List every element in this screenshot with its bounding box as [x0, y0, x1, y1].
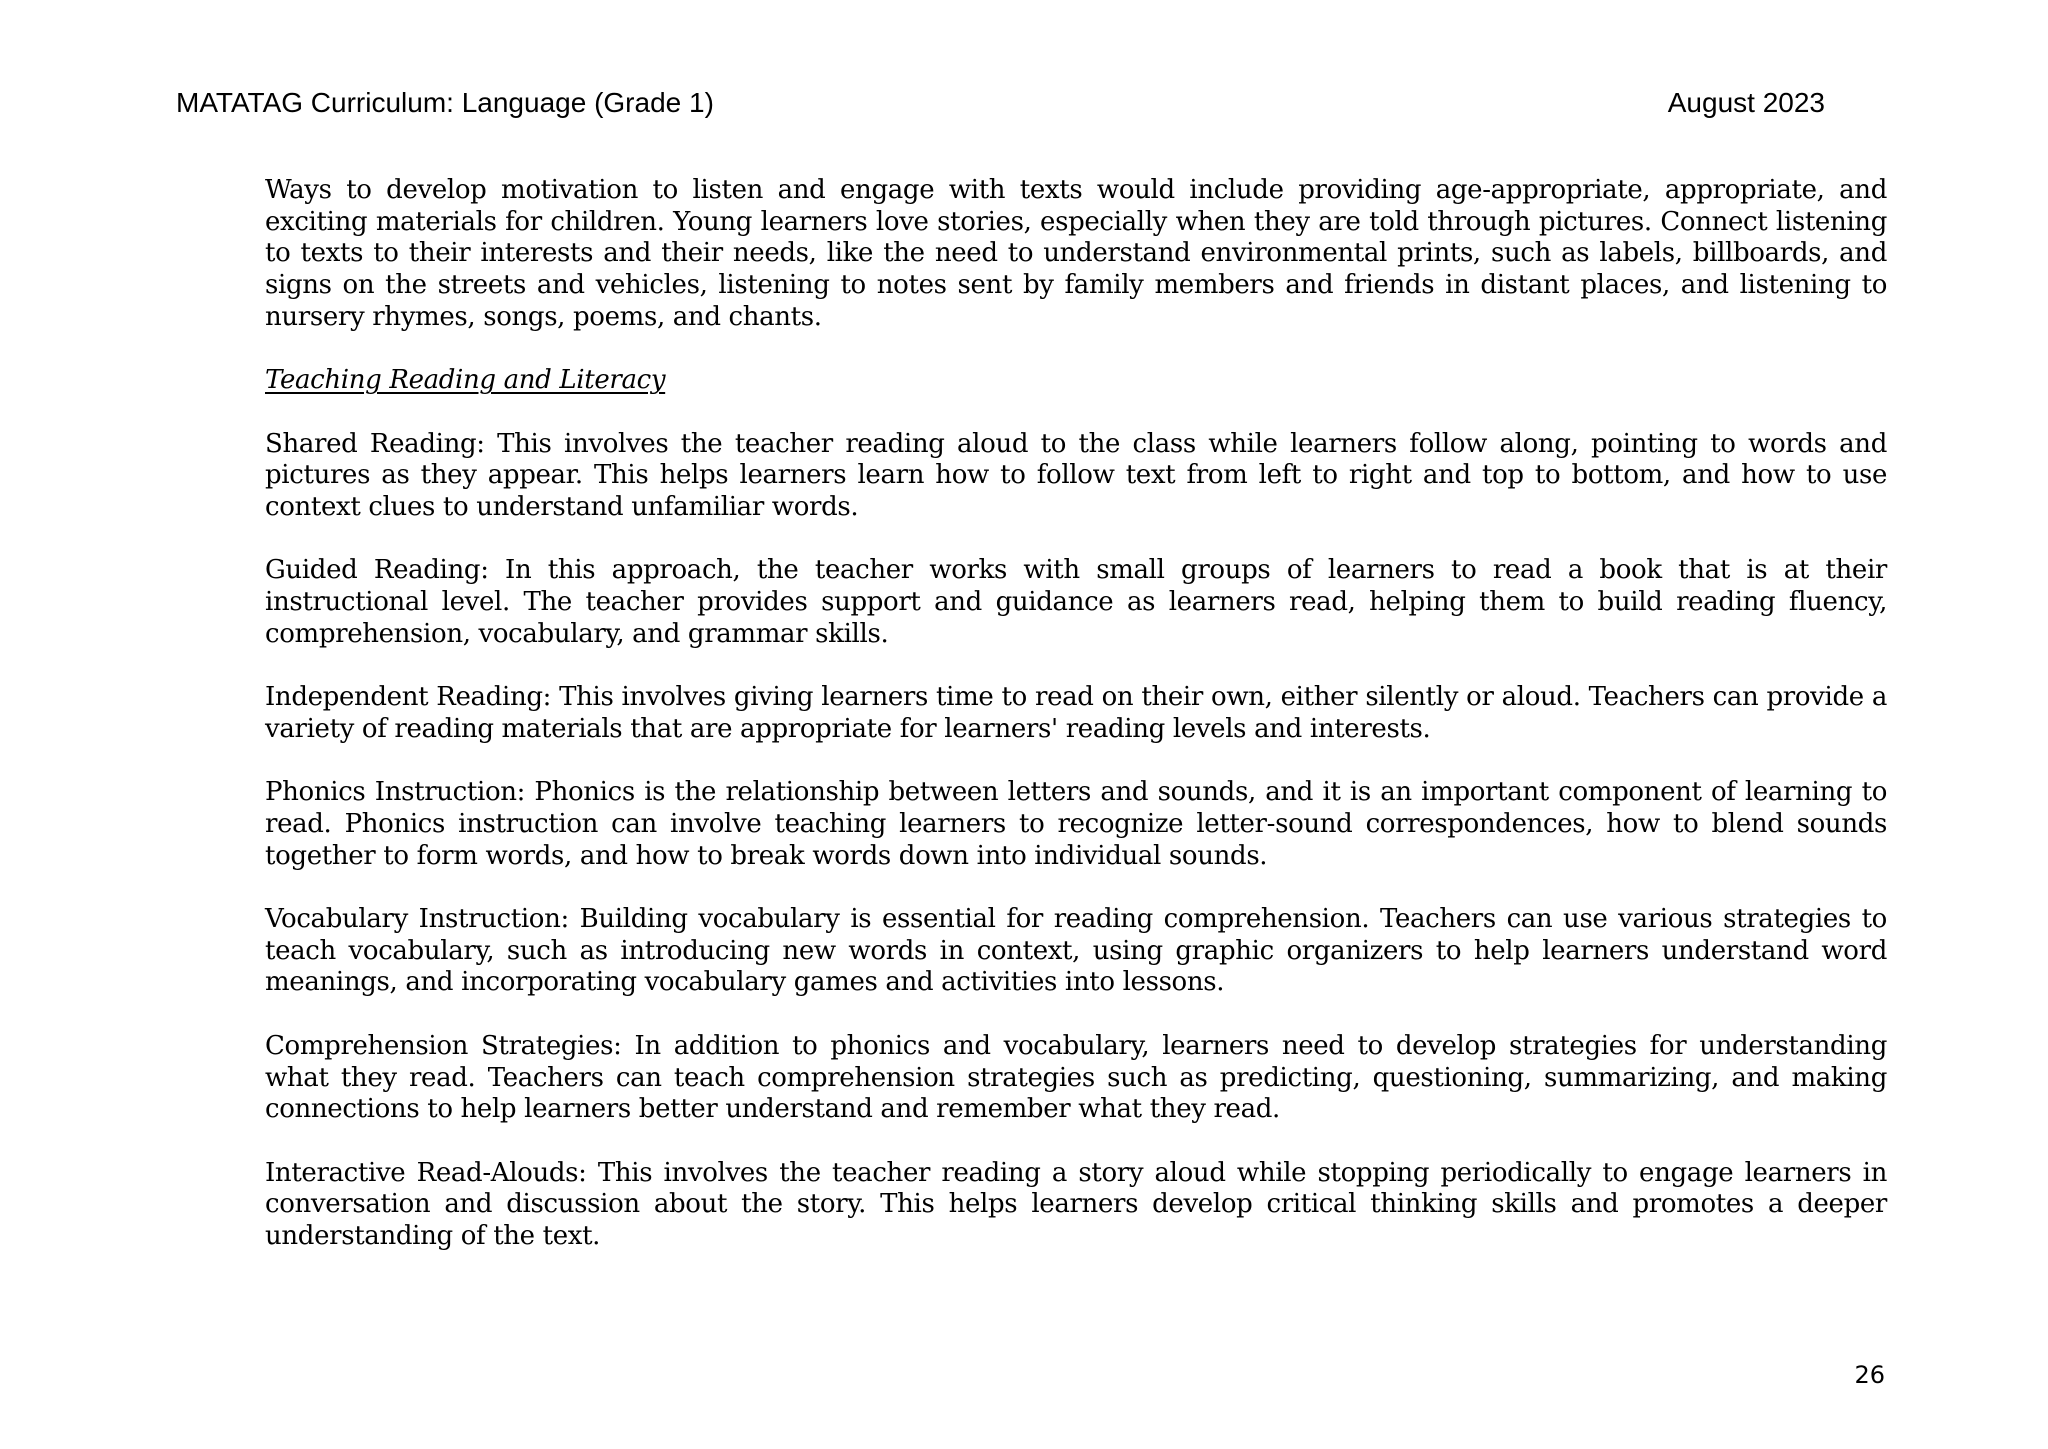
intro-paragraph: Ways to develop motivation to listen and engage with texts would include providing age-appropriate, appropriate, and exciting materials for children. Young learners love stories, especially when they are told through pictures. Connect listening to texts to their interests and their needs, like the need to understand environmental prints, such as labels, billboards, and signs on the streets and vehicles, listening to notes sent by family members and friends in distant places, and listening to nursery rhymes, songs, poems, and chants. — [265, 175, 1887, 332]
section-heading: Teaching Reading and Literacy — [265, 365, 666, 396]
paragraph-guided-reading: Guided Reading: In this approach, the teacher works with small groups of learners to read a book that is at their instructional level. The teacher provides support and guidance as learners read, helping them to build reading fluency, comprehension, vocabulary, and grammar skills. — [265, 555, 1887, 649]
paragraph-shared-reading: Shared Reading: This involves the teacher reading aloud to the class while learners follow along, pointing to words and pictures as they appear. This helps learners learn how to follow text from left to right and top to bottom, and how to use context clues to understand unfamiliar words. — [265, 428, 1887, 522]
document-title: MATATAG Curriculum: Language (Grade 1) — [176, 87, 714, 118]
paragraph-interactive-read-alouds: Interactive Read-Alouds: This involves the teacher reading a story aloud while stopping periodically to engage learners in conversation and discussion about the story. This helps learners develop critical thinking skills and promotes a deeper understanding of the text. — [265, 1157, 1887, 1252]
paragraph-independent-reading: Independent Reading: This involves giving learners time to read on their own, either silently or aloud. Teachers can provide a variety of reading materials that are appropriate for learners' reading levels and interests. — [265, 682, 1887, 744]
page-body — [265, 175, 1887, 1284]
paragraph-phonics-instruction: Phonics Instruction: Phonics is the relationship between letters and sounds, and it is an important component of learning to read. Phonics instruction can involve teaching learners to recognize letter-sound correspondences, how to blend sounds together to form words, and how to break words down into individual sounds. — [265, 777, 1887, 871]
paragraph-vocabulary-instruction: Vocabulary Instruction: Building vocabulary is essential for reading comprehension. Teachers can use various strategies to teach vocabulary, such as introducing new words in context, using graphic organizers to help learners understand word meanings, and incorporating vocabulary games and activities into lessons. — [265, 904, 1887, 998]
page-number: 26 — [1854, 1361, 1885, 1389]
document-date: August 2023 — [1667, 87, 1825, 118]
paragraph-comprehension-strategies: Comprehension Strategies: In addition to phonics and vocabulary, learners need to develop strategies for understanding what they read. Teachers can teach comprehension strategies such as predicting, questioning, summarizing, and making connections to help learners better understand and remember what they read. — [265, 1030, 1887, 1125]
